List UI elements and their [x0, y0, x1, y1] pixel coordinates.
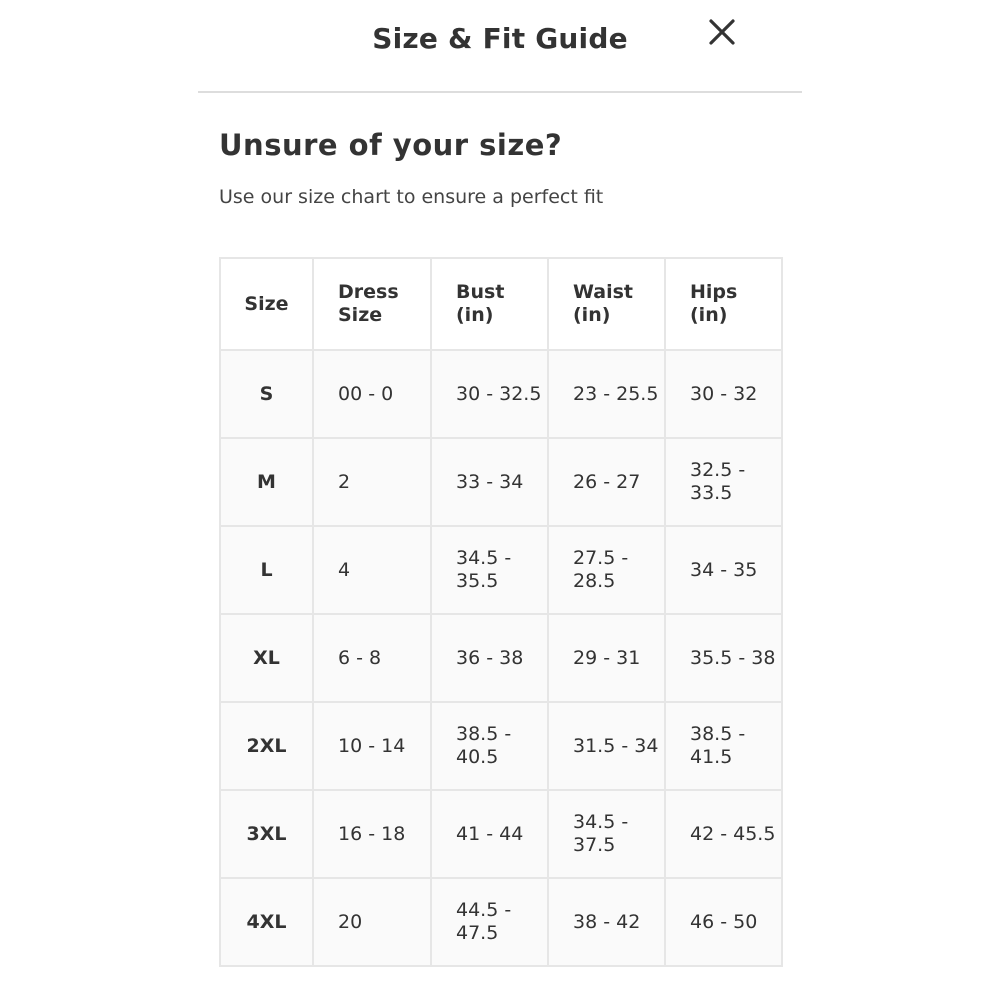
cell-bust	[431, 526, 548, 614]
cell-bust-value: 38.5 - 40.5	[456, 723, 512, 768]
cell-bust-value: 44.5 - 47.5	[456, 899, 512, 944]
cell-waist-value: 29 - 31	[573, 646, 641, 669]
cell-hips-value: 30 - 32	[690, 382, 758, 405]
table-row	[220, 526, 782, 614]
cell-size: 4XL	[220, 878, 313, 966]
cell-hips-value: 34 - 35	[690, 558, 758, 581]
cell-dress-size	[313, 790, 431, 878]
cell-hips	[665, 526, 782, 614]
cell-bust-value: 30 - 32.5	[456, 382, 542, 405]
table-row	[220, 790, 782, 878]
cell-dress-size	[313, 438, 431, 526]
cell-waist	[548, 790, 665, 878]
modal-header	[198, 0, 802, 93]
cell-hips	[665, 702, 782, 790]
cell-waist	[548, 878, 665, 966]
cell-hips	[665, 438, 782, 526]
cell-dress-size-value: 20	[338, 910, 363, 933]
header-waist	[548, 258, 665, 350]
table-row	[220, 702, 782, 790]
cell-hips-value: 32.5 - 33.5	[690, 459, 746, 504]
cell-bust-value: 33 - 34	[456, 470, 524, 493]
cell-hips	[665, 614, 782, 702]
cell-size: S	[220, 350, 313, 438]
size-chart-table	[219, 257, 783, 967]
table-row	[220, 350, 782, 438]
cell-hips-value: 38.5 - 41.5	[690, 723, 746, 768]
cell-dress-size-value: 10 - 14	[338, 734, 406, 757]
cell-dress-size-value: 00 - 0	[338, 382, 394, 405]
cell-dress-size	[313, 614, 431, 702]
cell-hips	[665, 878, 782, 966]
cell-waist	[548, 702, 665, 790]
cell-waist-value: 34.5 - 37.5	[573, 811, 629, 856]
cell-size: XL	[220, 614, 313, 702]
modal-title: Size & Fit Guide	[372, 22, 628, 55]
cell-bust	[431, 438, 548, 526]
cell-waist-value: 38 - 42	[573, 910, 641, 933]
cell-hips	[665, 350, 782, 438]
cell-bust-value: 36 - 38	[456, 646, 524, 669]
cell-bust-value: 41 - 44	[456, 822, 524, 845]
cell-waist-value: 26 - 27	[573, 470, 641, 493]
cell-waist	[548, 438, 665, 526]
cell-dress-size-value: 6 - 8	[338, 646, 382, 669]
table-row	[220, 438, 782, 526]
cell-bust	[431, 790, 548, 878]
header-hips-label: Hips (in)	[690, 281, 738, 326]
size-subheading: Use our size chart to ensure a perfect fit	[219, 186, 604, 208]
header-dress-size	[313, 258, 431, 350]
cell-waist	[548, 526, 665, 614]
cell-bust	[431, 878, 548, 966]
cell-hips-value: 46 - 50	[690, 910, 758, 933]
cell-dress-size-value: 2	[338, 470, 351, 493]
header-dress-size-label: Dress Size	[338, 281, 399, 326]
table-header-row	[220, 258, 782, 350]
header-waist-label: Waist (in)	[573, 281, 634, 326]
cell-size: M	[220, 438, 313, 526]
table-row	[220, 614, 782, 702]
close-icon	[702, 12, 742, 52]
cell-dress-size	[313, 702, 431, 790]
cell-size: L	[220, 526, 313, 614]
cell-waist	[548, 350, 665, 438]
cell-bust	[431, 614, 548, 702]
cell-dress-size	[313, 878, 431, 966]
cell-dress-size	[313, 526, 431, 614]
cell-size: 3XL	[220, 790, 313, 878]
size-heading: Unsure of your size?	[219, 128, 563, 162]
cell-waist-value: 27.5 - 28.5	[573, 547, 629, 592]
cell-bust	[431, 702, 548, 790]
cell-hips-value: 42 - 45.5	[690, 822, 776, 845]
table-row	[220, 878, 782, 966]
cell-bust-value: 34.5 - 35.5	[456, 547, 512, 592]
cell-waist-value: 31.5 - 34	[573, 734, 659, 757]
header-bust	[431, 258, 548, 350]
cell-hips-value: 35.5 - 38	[690, 646, 776, 669]
cell-dress-size-value: 16 - 18	[338, 822, 406, 845]
header-hips	[665, 258, 782, 350]
close-button[interactable]	[702, 12, 742, 52]
cell-dress-size	[313, 350, 431, 438]
header-bust-label: Bust (in)	[456, 281, 505, 326]
cell-waist-value: 23 - 25.5	[573, 382, 659, 405]
cell-size: 2XL	[220, 702, 313, 790]
cell-dress-size-value: 4	[338, 558, 351, 581]
cell-bust	[431, 350, 548, 438]
cell-waist	[548, 614, 665, 702]
header-size: Size	[220, 258, 313, 350]
cell-hips	[665, 790, 782, 878]
